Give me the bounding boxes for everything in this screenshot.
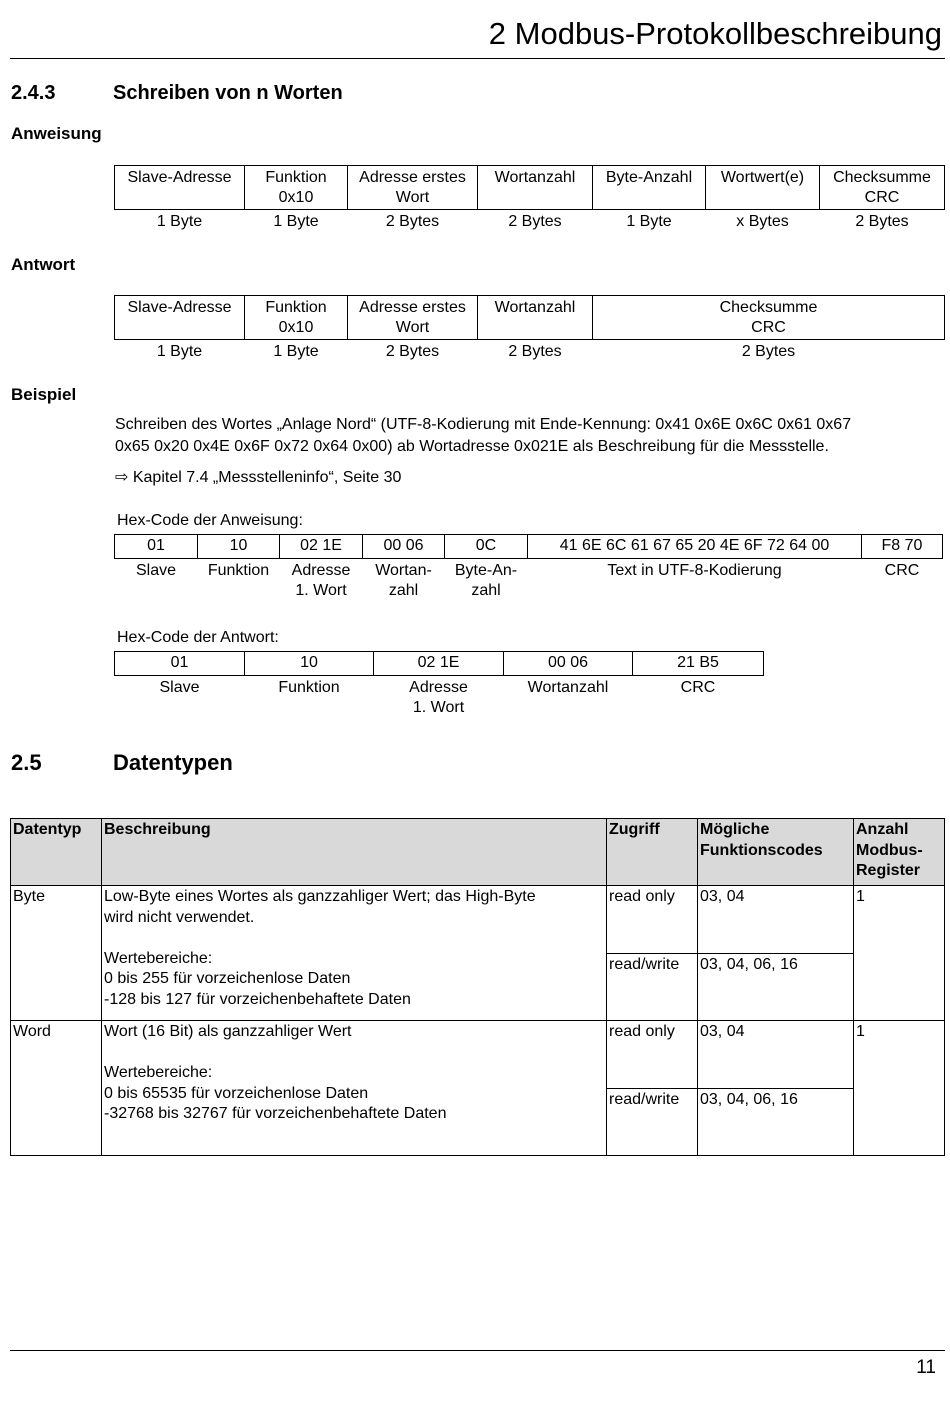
- hex-value: 10: [245, 652, 374, 676]
- field-word-values: Wortwert(e): [706, 166, 820, 210]
- section-number: 2.5: [11, 750, 42, 775]
- field-byte-count: Byte-Anzahl: [593, 166, 706, 210]
- header-description: Beschreibung: [102, 819, 607, 886]
- cell-access-mode: read only: [607, 886, 698, 954]
- response-format-table: [114, 295, 945, 362]
- header-function-codes: Mögliche Funktionscodes: [698, 819, 854, 886]
- hex-response-values-row: [115, 652, 764, 676]
- example-label: Beispiel: [11, 385, 77, 404]
- hex-value: 41 6E 6C 61 67 65 20 4E 6F 72 64 00: [528, 535, 862, 559]
- request-field-names-row: [115, 166, 945, 210]
- field-size: 2 Bytes: [385, 343, 440, 360]
- field-function: Funktion 0x10: [245, 166, 348, 210]
- request-field-sizes-row: [115, 210, 945, 233]
- field-size: 1 Byte: [156, 343, 203, 360]
- hex-label: Wortanzahl: [527, 679, 609, 696]
- cell-register-count: 1: [854, 886, 945, 1021]
- hex-value: 00 06: [363, 535, 445, 559]
- datatypes-table: [10, 818, 945, 1156]
- hex-label: Wortan- zahl: [375, 562, 432, 599]
- cell-access-mode: read/write: [607, 954, 698, 1021]
- header-register-count: Anzahl Modbus- Register: [854, 819, 945, 886]
- hex-label: Funktion: [207, 562, 270, 579]
- hex-label: CRC: [884, 562, 920, 579]
- cell-datatype: Byte: [11, 886, 102, 1021]
- field-first-word-address: Adresse erstes Wort: [348, 296, 478, 340]
- hex-label: Adresse 1. Wort: [409, 679, 468, 716]
- request-format-table: [114, 165, 945, 232]
- header-datatype: Datentyp: [11, 819, 102, 886]
- field-size: 2 Bytes: [385, 213, 440, 230]
- cell-description: Wort (16 Bit) als ganzzahliger Wert Wertebereiche: 0 bis 65535 für vorzeichenlose Daten -32768 bis 32767 für vorzeichenbehaftete Daten: [102, 1021, 607, 1156]
- cell-access-mode: read/write: [607, 1089, 698, 1156]
- field-checksum: Checksumme CRC: [593, 296, 945, 340]
- hex-label: Adresse 1. Wort: [291, 562, 351, 599]
- cell-function-codes: 03, 04, 06, 16: [698, 1089, 854, 1156]
- hex-value: 01: [115, 652, 245, 676]
- field-first-word-address: Adresse erstes Wort: [348, 166, 478, 210]
- field-size: 1 Byte: [273, 213, 319, 230]
- cell-datatype: Word: [11, 1021, 102, 1156]
- hex-response-table: [114, 651, 764, 718]
- field-size: x Bytes: [736, 213, 789, 230]
- field-size: 2 Bytes: [855, 213, 909, 230]
- field-word-count: Wortanzahl: [478, 296, 593, 340]
- hex-response-labels-row: [115, 676, 764, 719]
- cell-description: Low-Byte eines Wortes als ganzzahliger Wert; das High-Byte wird nicht verwendet. Wertebereiche: 0 bis 255 für vorzeichenlose Daten -128 bis 127 für vorzeichenbehaftete Daten: [102, 886, 607, 1021]
- table-row: [11, 1021, 945, 1089]
- response-field-names-row: [115, 296, 945, 340]
- hex-label: Slave: [159, 679, 200, 696]
- hex-value: 02 1E: [374, 652, 504, 676]
- response-field-sizes-row: [115, 340, 945, 363]
- example-text-line: 0x65 0x20 0x4E 0x6F 0x72 0x64 0x00) ab Wortadresse 0x021E als Beschreibung für die Messstelle.: [115, 438, 829, 455]
- header-access: Zugriff: [607, 819, 698, 886]
- header-rule: [10, 58, 945, 59]
- cell-function-codes: 03, 04, 06, 16: [698, 954, 854, 1021]
- field-word-count: Wortanzahl: [478, 166, 593, 210]
- hex-value: 21 B5: [633, 652, 764, 676]
- field-size: 2 Bytes: [508, 213, 562, 230]
- chapter-title: 2 Modbus-Protokollbeschreibung: [488, 16, 942, 51]
- hex-request-labels-row: [115, 559, 943, 602]
- hex-request-caption: Hex-Code der Anweisung:: [117, 512, 303, 529]
- field-size: 1 Byte: [156, 213, 203, 230]
- request-label: Anweisung: [11, 124, 102, 143]
- hex-label: CRC: [680, 679, 716, 696]
- section-title: Schreiben von n Worten: [113, 82, 343, 104]
- field-size: 2 Bytes: [741, 343, 796, 360]
- hex-label: Text in UTF-8-Kodierung: [607, 562, 782, 579]
- example-text-line: Schreiben des Wortes „Anlage Nord“ (UTF-8-Kodierung mit Ende-Kennung: 0x41 0x6E 0x6C 0x61 0x67: [115, 416, 852, 433]
- arrow-right-icon: ⇨: [115, 469, 129, 486]
- cell-register-count: 1: [854, 1021, 945, 1156]
- hex-response-caption: Hex-Code der Antwort:: [117, 629, 279, 646]
- hex-value: 00 06: [504, 652, 633, 676]
- hex-value: 02 1E: [280, 535, 363, 559]
- hex-label: Byte-An- zahl: [454, 562, 518, 599]
- field-slave-address: Slave-Adresse: [115, 296, 245, 340]
- field-function: Funktion 0x10: [245, 296, 348, 340]
- field-size: 1 Byte: [626, 213, 672, 230]
- field-size: 2 Bytes: [508, 343, 562, 360]
- reference-text: Kapitel 7.4 „Messstelleninfo“, Seite 30: [132, 469, 402, 486]
- table-row: [11, 886, 945, 954]
- field-slave-address: Slave-Adresse: [115, 166, 245, 210]
- hex-label: Funktion: [278, 679, 340, 696]
- footer-rule: [10, 1350, 945, 1351]
- hex-value: 01: [115, 535, 198, 559]
- hex-value: 0C: [445, 535, 528, 559]
- hex-label: Slave: [135, 562, 177, 579]
- hex-request-table: [114, 534, 943, 601]
- section-title: Datentypen: [113, 750, 233, 775]
- page-number: 11: [916, 1357, 936, 1378]
- field-size: 1 Byte: [273, 343, 319, 360]
- hex-request-values-row: [115, 535, 943, 559]
- cell-function-codes: 03, 04: [698, 886, 854, 954]
- section-number: 2.4.3: [11, 82, 56, 104]
- hex-value: 10: [198, 535, 280, 559]
- field-checksum: Checksumme CRC: [820, 166, 945, 210]
- response-label: Antwort: [11, 255, 76, 274]
- hex-value: F8 70: [862, 535, 943, 559]
- cell-function-codes: 03, 04: [698, 1021, 854, 1089]
- table-header-row: [11, 819, 945, 886]
- chapter-reference: [115, 467, 401, 489]
- cell-access-mode: read only: [607, 1021, 698, 1089]
